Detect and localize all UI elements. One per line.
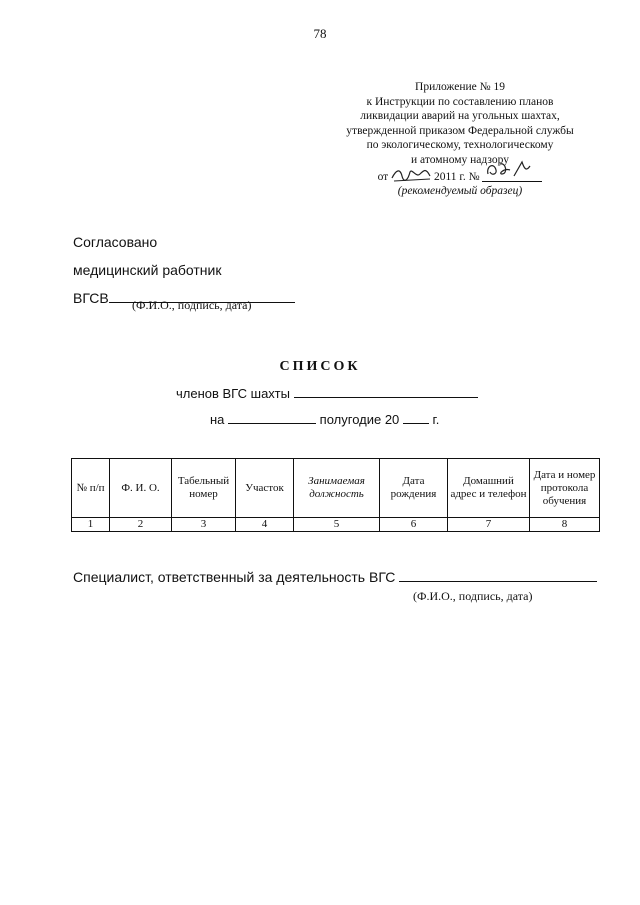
column-number-cell: 6 — [380, 518, 448, 532]
members-line — [176, 383, 478, 401]
header-personnel-number: Табельный номер — [172, 459, 236, 518]
members-table — [71, 458, 600, 532]
header-address-phone: Домашний адрес и телефон — [448, 459, 530, 518]
medical-worker-label: медицинский работник — [73, 262, 222, 278]
table-header-row — [72, 459, 600, 518]
table-row — [72, 518, 600, 532]
recommended-sample-note: (рекомендуемый образец) — [397, 185, 523, 198]
page-number: 78 — [313, 26, 327, 41]
header-training-protocol: Дата и номер протокола обучения — [530, 459, 600, 518]
appendix-line: по экологическому, технологическому — [366, 139, 554, 152]
header-birth-date: Дата рождения — [380, 459, 448, 518]
appendix-line: утвержденной приказом Федеральной службы — [346, 124, 574, 137]
specialist-line — [73, 567, 597, 585]
specialist-signature-blank[interactable] — [399, 567, 597, 582]
mine-name-blank[interactable] — [294, 383, 478, 398]
column-number-cell: 8 — [530, 518, 600, 532]
vgsv-label: ВГСВ — [73, 290, 109, 306]
header-section: Участок — [236, 459, 294, 518]
column-number-cell: 2 — [110, 518, 172, 532]
order-reference — [330, 168, 590, 185]
appendix-line: Приложение № 19 — [415, 81, 505, 93]
handwritten-order-number — [482, 168, 542, 182]
order-prefix: от — [377, 170, 389, 183]
appendix-line: ликвидации аварий на угольных шахтах, — [360, 110, 560, 123]
specialist-signature-caption: (Ф.И.О., подпись, дата) — [413, 589, 533, 603]
column-number-cell: 3 — [172, 518, 236, 532]
header-position: Занимаемая должность — [294, 459, 380, 518]
vgsv-signature-caption: (Ф.И.О., подпись, дата) — [132, 298, 252, 312]
column-number-cell: 1 — [72, 518, 110, 532]
specialist-label: Специалист, ответственный за деятельность ВГС — [73, 569, 396, 585]
column-number-cell: 7 — [448, 518, 530, 532]
column-number-cell: 4 — [236, 518, 294, 532]
half-year-blank[interactable] — [228, 409, 316, 424]
order-year: 2011 г. № — [433, 170, 480, 183]
agreed-label: Согласовано — [73, 234, 158, 250]
appendix-line: и атомному надзору — [411, 153, 509, 166]
column-number-cell: 5 — [294, 518, 380, 532]
period-line — [210, 409, 439, 427]
appendix-line: к Инструкции по составлению планов — [366, 95, 554, 108]
period-prefix: на — [210, 412, 225, 427]
header-number: № п/п — [72, 459, 110, 518]
handwritten-date-signature — [392, 170, 430, 182]
period-suffix: г. — [432, 412, 440, 427]
header-full-name: Ф. И. О. — [110, 459, 172, 518]
year-blank[interactable] — [403, 409, 429, 424]
members-label: членов ВГС шахты — [176, 386, 290, 401]
appendix-header — [330, 80, 590, 199]
period-middle: полугодие 20 — [319, 412, 400, 427]
list-title: СПИСОК — [279, 359, 361, 374]
